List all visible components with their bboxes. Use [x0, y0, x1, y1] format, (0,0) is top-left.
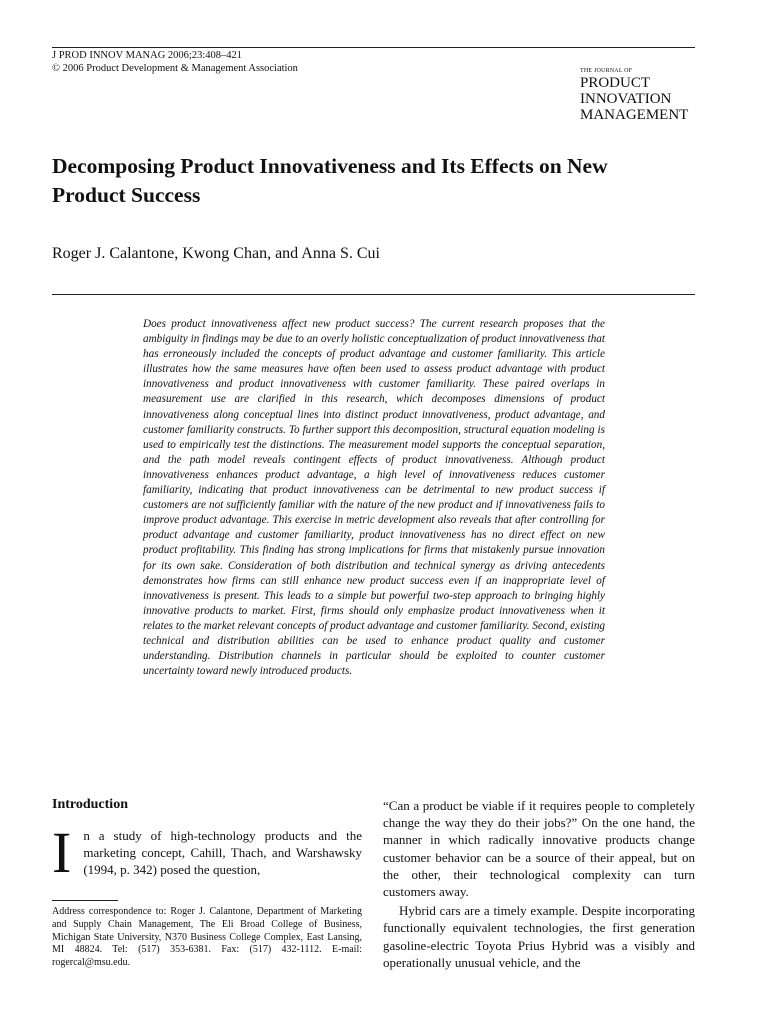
- introduction-heading: Introduction: [52, 797, 128, 812]
- title-rule: [52, 294, 695, 295]
- header-rule: [52, 47, 695, 48]
- introduction-text: n a study of high-technology products and the marketing concept, Cahill, Thach, and Warshawsky (1994, p. 342) posed the question,: [83, 828, 362, 878]
- article-authors: Roger J. Calantone, Kwong Chan, and Anna S. Cui: [52, 245, 380, 262]
- journal-citation: J PROD INNOV MANAG 2006;23:408–421: [52, 50, 242, 61]
- journal-header: [52, 49, 298, 75]
- footnote-rule: [52, 900, 118, 901]
- left-column: [52, 797, 362, 885]
- copyright-line: © 2006 Product Development & Management Association: [52, 63, 298, 74]
- right-column: [383, 797, 695, 971]
- right-paragraph-1: “Can a product be viable if it requires people to completely change the way they do their jobs?” On the one hand, the manner in which radically innovative products change customer behavior can be a source of their appeal, but on the other, their technological complexity can turn customers away.: [383, 798, 695, 900]
- logo-line-product: PRODUCT: [580, 75, 651, 91]
- abstract: Does product innovativeness affect new product success? The current research proposes that the ambiguity in findings may be due to an overly holistic conceptualization of product innovativeness that has erroneously included the concepts of product advantage and customer familiarity. This article illustrates how the same measures have often been used to assess product advantage with product innovativeness and product innovativeness with customer familiarity. These paired overlaps in measurement use are clarified in this research, which decomposes dimensions of product innovativeness along conceptual lines into distinct product innovativeness, product advantage, and customer familiarity constructs. To further support this decomposition, structural equation modeling is used to empirically test the distinctions. The measurement model supports the conceptual separation, and the path model reveals contingent effects of product innovativeness. Although product innovativeness enhances product advantage, a high level of innovativeness reduces customer familiarity, indicating that product innovativeness can be detrimental to new product success if customers are not sufficiently familiar with the nature of the new product and if innovativeness fails to improve product advantage. This exercise in metric development also reveals that after controlling for product advantage and customer familiarity, product innovativeness has no direct effect on new product profitability. This finding has strong implications for firms that mistakenly pursue innovation for its own sake. Consideration of both distribution and technical synergy as driving antecedents demonstrates how firms can still enhance new product success even if an inappropriate level of innovativeness is present. This leads to a simple but powerful two-step approach to bringing highly innovative products to market. First, firms should only emphasize product innovativeness when it relates to the market relevant concepts of product advantage and customer familiarity. Second, existing technical and distribution abilities can be used to enhance product quality and customer understanding. Distribution channels in particular should be exploited to counter customer uncertainty toward newly introduced products.: [143, 318, 606, 678]
- logo-line-innovation: INNOVATION: [580, 91, 672, 107]
- journal-logo: [580, 67, 695, 123]
- footnote: Address correspondence to: Roger J. Calantone, Department of Marketing and Supply Chain Management, The Eli Broad College of Business, Michigan State University, N370 Business College Complex, East Lansing, MI 48824. Tel: (517) 353-6381. Fax: (517) 432-1112. E-mail: rogercal@msu.edu.: [52, 906, 362, 969]
- logo-the-journal-of: THE JOURNAL OF: [580, 68, 633, 74]
- drop-cap: I: [52, 820, 72, 885]
- article-title: Decomposing Product Innovativeness and Its Effects on New Product Success: [52, 154, 608, 207]
- introduction-paragraph: [52, 820, 362, 885]
- logo-line-management: MANAGEMENT: [580, 107, 689, 123]
- right-paragraph-2: Hybrid cars are a timely example. Despite incorporating functionally equivalent technologies, the first generation gasoline-electric Toyota Prius Hybrid was a visibly and operationally unusual vehicle, and the: [383, 903, 695, 970]
